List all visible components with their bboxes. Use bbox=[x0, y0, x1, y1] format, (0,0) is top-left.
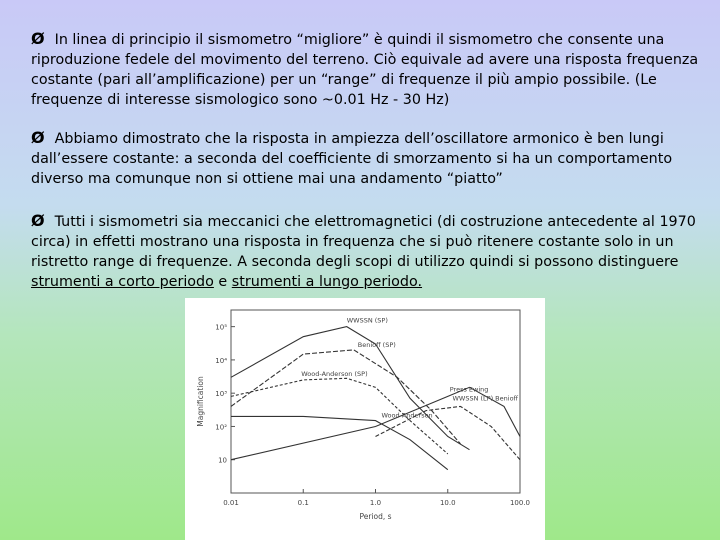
series-line bbox=[231, 350, 461, 444]
bullet-3 bbox=[31, 211, 699, 292]
series-line bbox=[231, 416, 448, 469]
x-tick-label: 1.0 bbox=[369, 499, 382, 507]
x-tick-label: 0.01 bbox=[223, 499, 239, 507]
x-tick-label: 100.0 bbox=[509, 499, 531, 507]
bullet-2 bbox=[31, 128, 699, 189]
seismometer-response-figure bbox=[185, 298, 545, 540]
y-tick-label: 10⁴ bbox=[215, 356, 227, 365]
x-tick-label: 0.1 bbox=[297, 499, 309, 507]
series-label: Press Ewing bbox=[449, 385, 489, 394]
bullet-arrow-icon: Ø bbox=[31, 211, 45, 230]
y-tick-label: 10³ bbox=[215, 390, 227, 399]
short-period-link: strumenti a corto periodo bbox=[31, 274, 214, 290]
bullet-1 bbox=[31, 29, 699, 110]
bullet-3-text: Tutti i sismometri sia meccanici che elettromagnetici (di costruzione antecedente al 1970 circa) in effetti mostrano una risposta in frequenza che si può ritenere costante solo in un ristretto range di frequenze. A seconda degli scopi di utilizzo quindi si possono distinguere bbox=[31, 214, 696, 270]
y-tick-label: 10 bbox=[218, 456, 227, 465]
series-label: Wood-Anderson bbox=[381, 411, 433, 420]
y-axis-label: Magnification bbox=[196, 376, 205, 427]
series-label: WWSSN (LP) Benioff bbox=[452, 394, 519, 403]
long-period-link: strumenti a lungo periodo. bbox=[231, 274, 423, 290]
series-label: Wood-Anderson (SP) bbox=[301, 369, 368, 378]
x-axis-label: Period, s bbox=[359, 512, 392, 521]
response-chart bbox=[185, 298, 545, 540]
x-tick-label: 10.0 bbox=[439, 499, 456, 507]
series-label: Benioff (SP) bbox=[357, 340, 396, 349]
bullet-arrow-icon: Ø bbox=[31, 29, 45, 48]
bullet-2-text: Abbiamo dimostrato che la risposta in ampiezza dell’oscillatore armonico è ben lungi dall’essere costante: a seconda del coefficiente di smorzamento si ha un comportamento diverso ma comunque non si ottiene mai una andamento “piatto” bbox=[31, 131, 673, 187]
bullet-1-text: In linea di principio il sismometro “migliore” è quindi il sismometro che consente una riproduzione fedele del movimento del terreno. Ciò equivale ad avere una risposta frequenza costante (pari all’amplificazione) per un “range” di frequenze il più ampio possibile. (Le frequenze di interesse sismologico sono ~0.01 Hz - 30 Hz) bbox=[31, 32, 699, 108]
y-tick-label: 10⁵ bbox=[215, 323, 227, 332]
y-tick-label: 10² bbox=[215, 423, 227, 432]
series-label: WWSSN (SP) bbox=[346, 316, 388, 325]
bullet-arrow-icon: Ø bbox=[31, 128, 45, 147]
bullet-3-conj: e bbox=[213, 274, 232, 290]
